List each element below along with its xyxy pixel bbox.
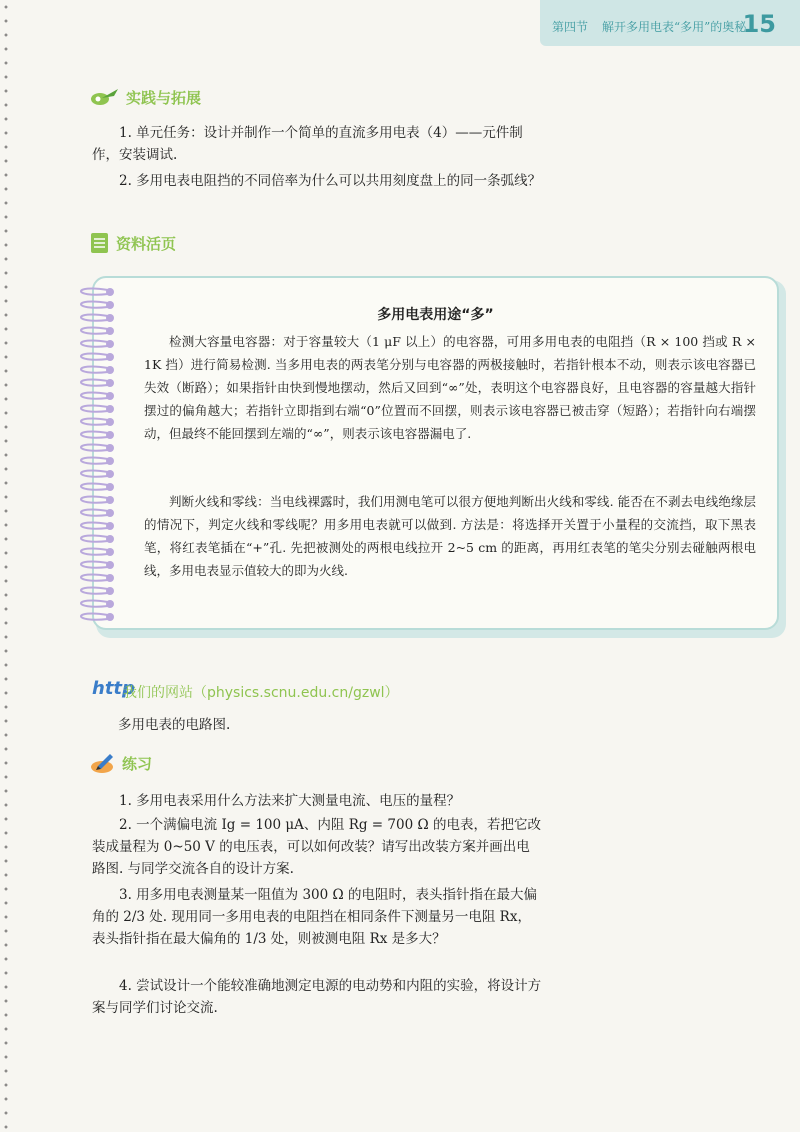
header-section: 第四节 [552,20,589,34]
spiral-hole [106,561,114,569]
page-number: 15 [742,10,776,38]
spiral-hole [106,301,114,309]
spiral-ring [81,535,108,541]
spiral-hole [106,535,114,543]
spiral-ring [81,600,108,606]
website-text: 多用电表的电路图. [118,717,231,733]
spiral-hole [106,574,114,582]
spiral-ring [81,587,108,593]
spiral-hole [106,366,114,374]
spiral-hole [106,548,114,556]
spiral-hole [106,314,114,322]
data-box-paragraph-1: 检测大容量电容器：对于容量较大（1 μF 以上）的电容器，可用多用电表的电阻挡（R × 100 挡或 R × 1K 挡）进行简易检测. 当多用电表的两表笔分别与电容器的两极接触时，若指针根本不动，则表示该电容器已失效（断路）；如果指针由快到慢地摆动，然后又回到“∞”处，表明这个电容器良好，且电容器的容量越大指针摆过的偏角越大；若指针立即指到右端“0”位置而不回摆，则表示该电容器已被击穿（短路）；若指针向右端摆动，但最终不能回摆到左端的“∞”，则表示该电容器漏电了. [144,334,756,441]
spiral-ring [81,392,108,398]
spiral-ring [81,574,108,580]
data-page-heading [90,232,176,254]
spiral-ring [81,613,108,619]
spiral-ring [81,522,108,528]
spiral-hole [106,613,114,621]
spiral-hole [106,379,114,387]
spiral-ring [81,301,108,307]
spiral-hole [106,483,114,491]
exercise-item-3: 3. 用多用电表测量某一阻值为 300 Ω 的电阻时，表头指针指在最大偏角的 2/3 处. 现用同一多用电表的电阻挡在相同条件下测量另一电阻 Rx，表头指针指在最大偏角的 1/3 处，则被测电阻 Rx 是多大？ [92,887,538,947]
exercise-item-1: 1. 多用电表采用什么方法来扩大测量电流、电压的量程？ [119,793,461,809]
notebook-icon [90,232,110,254]
spiral-ring [81,561,108,567]
practice-heading [90,86,201,108]
spiral-ring [81,431,108,437]
data-box-title: 多用电表用途“多” [377,307,494,323]
http-logo: http [92,678,135,699]
spiral-hole [106,470,114,478]
spiral-hole [106,522,114,530]
spiral-hole [106,509,114,517]
spiral-ring [81,483,108,489]
spiral-ring [81,340,108,346]
rocket-icon [90,86,120,108]
spiral-hole [106,600,114,608]
practice-item-1: 1. 单元任务：设计并制作一个简单的直流多用电表（4）——元件制作，安装调试. [92,125,523,163]
spiral-ring [81,405,108,411]
header-title: 解开多用电表“多用”的奥秘 [602,20,747,34]
spiral-ring [81,509,108,515]
data-box-paragraph-2: 判断火线和零线：当电线裸露时，我们用测电笔可以很方便地判断出火线和零线. 能否在不剥去电线绝缘层的情况下，判定火线和零线呢？用多用电表就可以做到. 方法是：将选择开关置于小量程的交流挡，取下黑表笔，将红表笔插在“+”孔. 先把被测处的两根电线拉开 2~5 cm 的距离，再用红表笔的笔尖分别去碰触两根电线，多用电表显示值较大的即为火线. [144,494,756,578]
exercise-heading-text: 练习 [122,754,153,773]
pencil-icon [90,752,116,774]
spiral-ring [81,496,108,502]
spiral-hole [106,288,114,296]
spiral-ring [81,314,108,320]
practice-heading-text: 实践与拓展 [126,88,202,107]
spiral-ring [81,418,108,424]
spiral-ring [81,366,108,372]
website-label: 我们的网站（physics.scnu.edu.cn/gzwl） [123,685,399,701]
spiral-ring [81,444,108,450]
data-box [92,276,779,630]
spiral-binding-icon [62,282,122,627]
spiral-hole [106,353,114,361]
binding-edge [0,0,12,1132]
spiral-ring [81,327,108,333]
spiral-hole [106,418,114,426]
spiral-hole [106,431,114,439]
spiral-hole [106,340,114,348]
spiral-hole [106,587,114,595]
spiral-ring [81,548,108,554]
spiral-ring [81,288,108,294]
spiral-hole [106,444,114,452]
spiral-ring [81,353,108,359]
exercise-item-4: 4. 尝试设计一个能较准确地测定电源的电动势和内阻的实验，将设计方案与同学们讨论交流. [92,978,542,1016]
spiral-hole [106,392,114,400]
spiral-ring [81,457,108,463]
data-page-heading-text: 资料活页 [116,234,177,253]
exercise-item-2: 2. 一个满偏电流 Ig = 100 μA、内阻 Rg = 700 Ω 的电表，若把它改装成量程为 0~50 V 的电压表，可以如何改装？请写出改装方案并画出电路图. 与同学交流各自的设计方案. [92,817,541,877]
spiral-hole [106,457,114,465]
exercise-heading [90,752,152,774]
spiral-hole [106,496,114,504]
spiral-hole [106,405,114,413]
spiral-ring [81,379,108,385]
practice-item-2: 2. 多用电表电阻挡的不同倍率为什么可以共用刻度盘上的同一条弧线？ [119,173,542,189]
spiral-ring [81,470,108,476]
spiral-hole [106,327,114,335]
page-header [540,0,800,46]
